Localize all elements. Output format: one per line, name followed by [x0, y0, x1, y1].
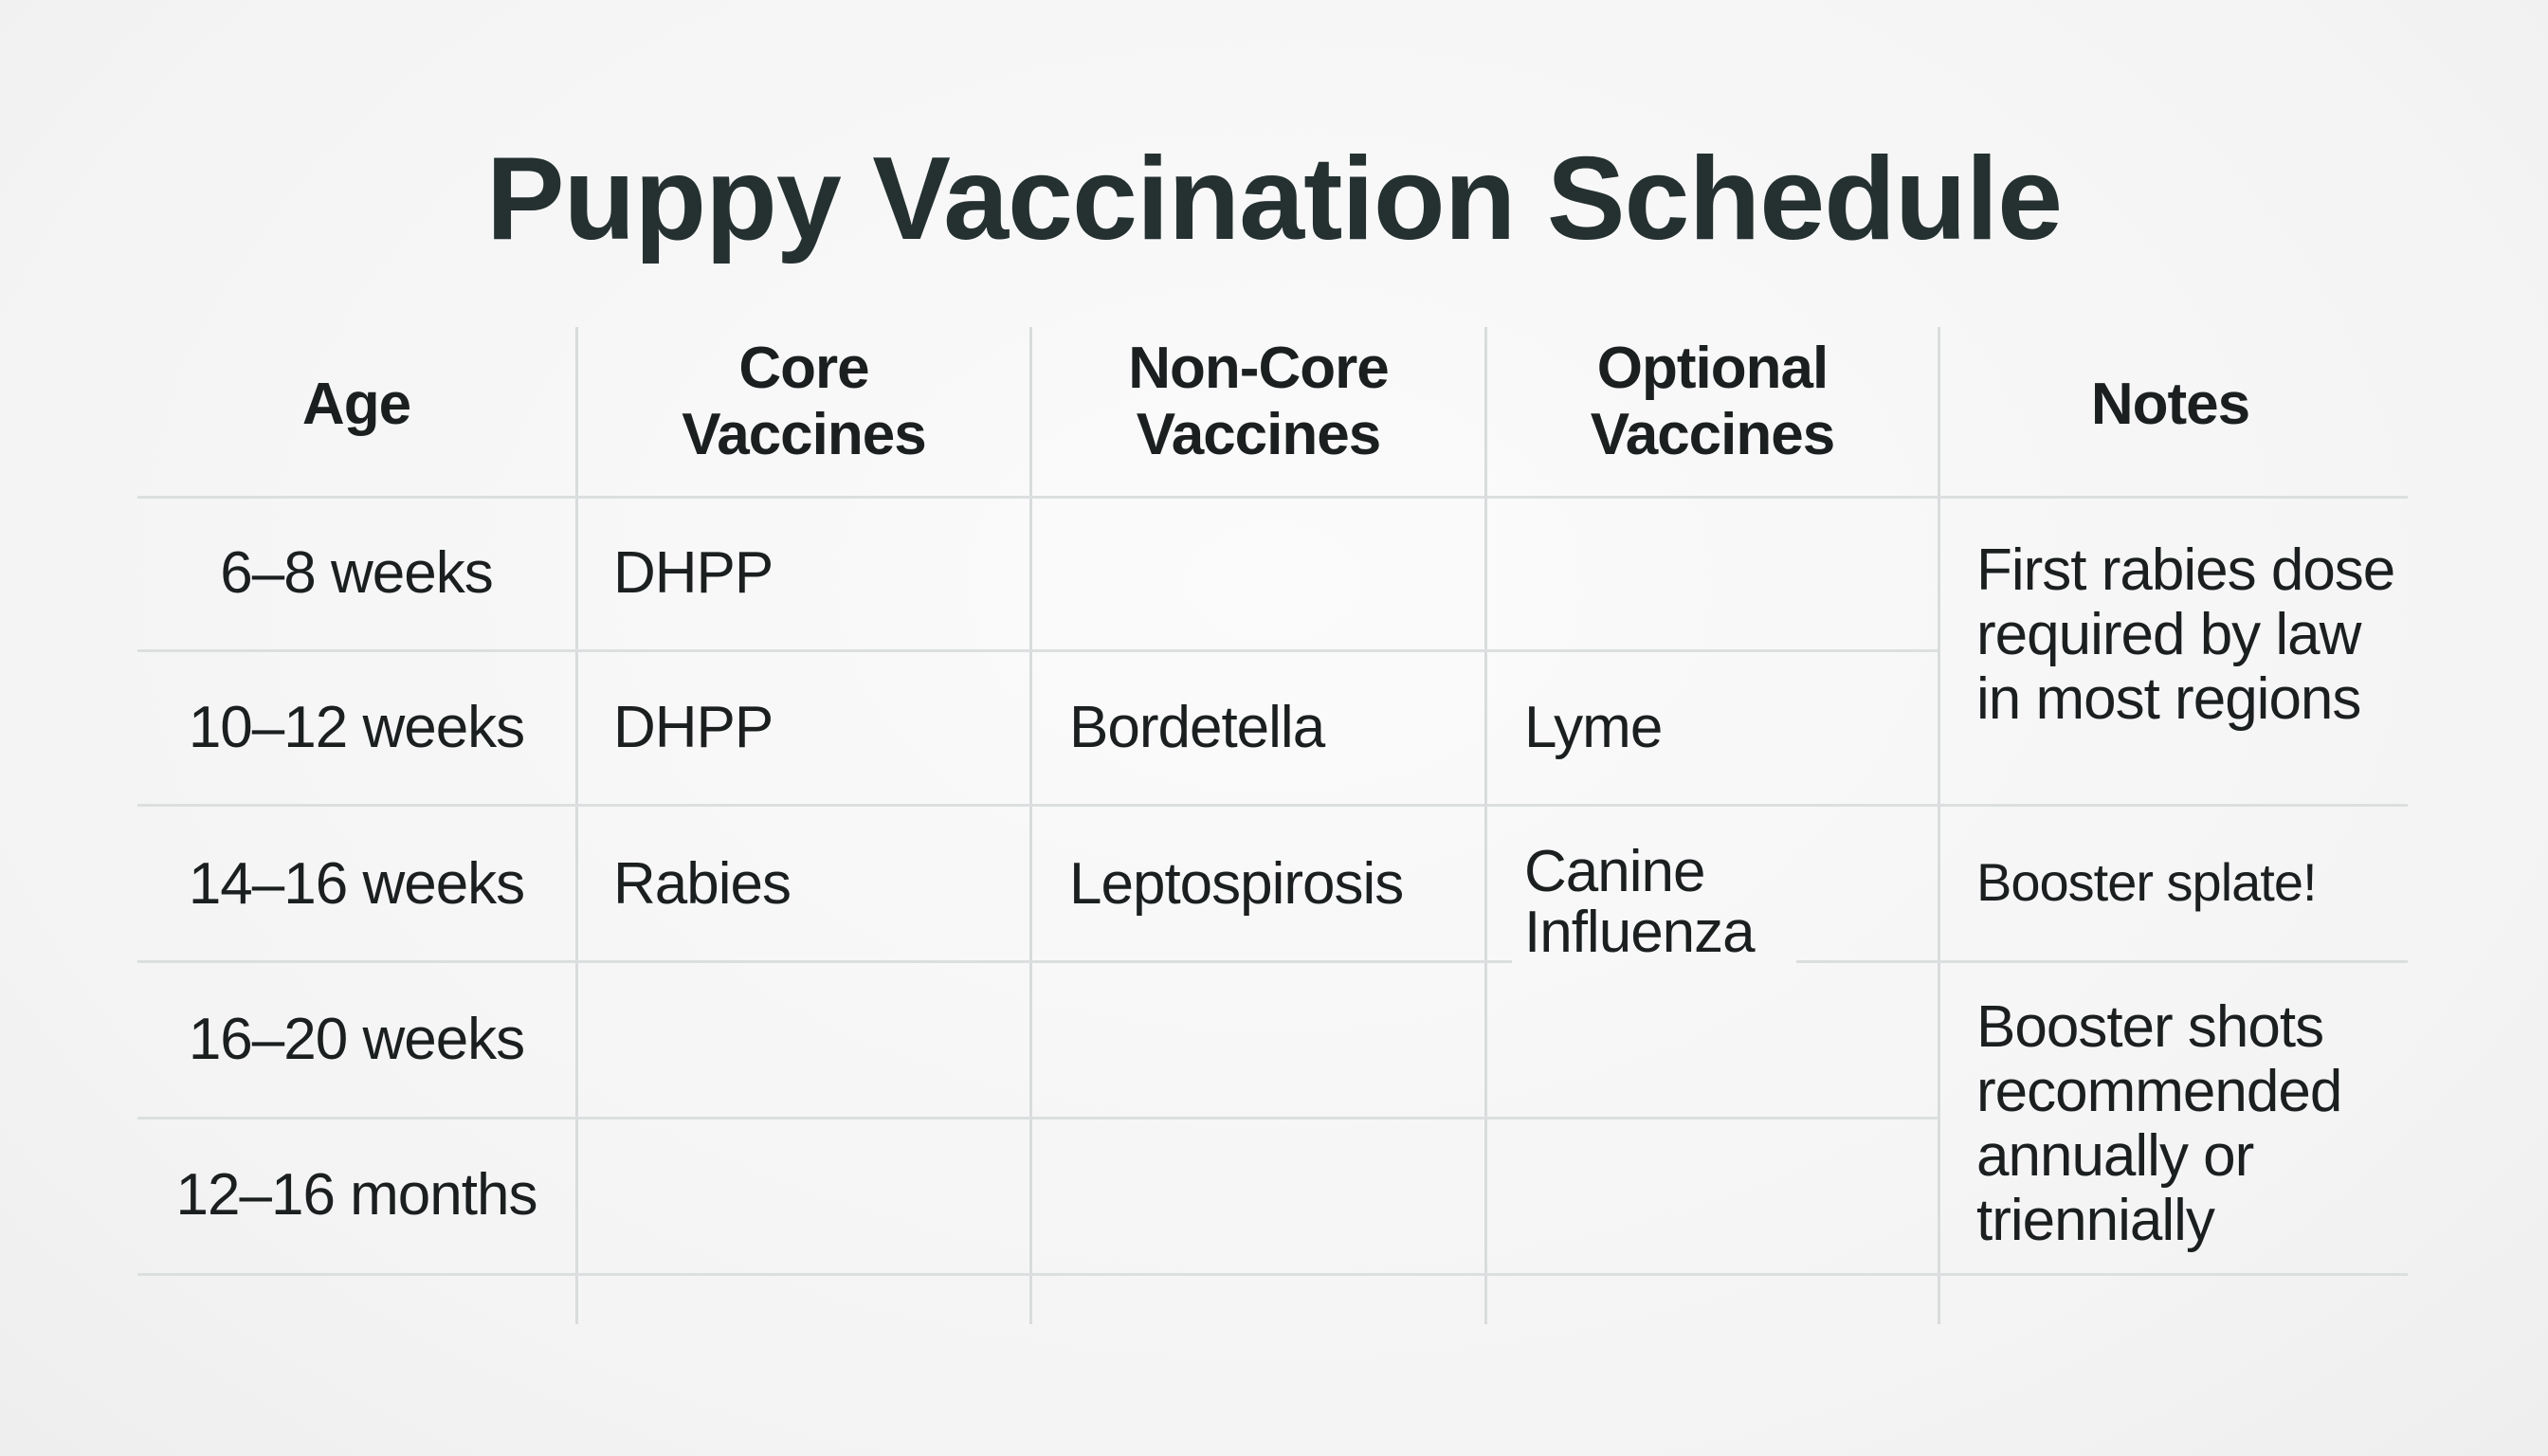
- header-notes: Notes: [2090, 372, 2250, 437]
- column-divider: [1938, 327, 1940, 1324]
- row3-core: Rabies: [613, 851, 791, 917]
- header-core-line2: Vaccines: [682, 402, 926, 467]
- note-booster-line4: triennially: [1976, 1188, 2214, 1253]
- header-noncore-line2: Vaccines: [1136, 402, 1381, 467]
- row3-age: 14–16 weeks: [188, 851, 525, 917]
- row-divider: [137, 1273, 2408, 1276]
- header-core-vaccines: [578, 336, 1029, 468]
- row1-age: 6–8 weeks: [220, 540, 493, 606]
- row2-optional: Lyme: [1524, 695, 1663, 760]
- column-divider: [575, 327, 578, 1324]
- row3-optional: [1524, 839, 1755, 965]
- note-rabies-line1: First rabies dose: [1976, 537, 2395, 603]
- row2-age: 10–12 weeks: [188, 695, 525, 760]
- row3-optional-line1: Canine: [1524, 839, 1705, 904]
- row3-optional-line2: Influenza: [1524, 900, 1755, 965]
- row4-age: 16–20 weeks: [188, 1007, 525, 1072]
- header-optional-vaccines: [1487, 336, 1938, 468]
- column-divider: [1484, 327, 1487, 1324]
- row3-noncore: Leptospirosis: [1069, 851, 1404, 917]
- note-booster-shots: [1976, 995, 2341, 1253]
- header-optional-line2: Vaccines: [1590, 402, 1835, 467]
- row-divider: [137, 804, 2408, 807]
- note-booster-splate: Booster splate!: [1976, 852, 2317, 912]
- header-divider: [137, 496, 2408, 499]
- row2-core: DHPP: [613, 695, 774, 760]
- header-optional-line1: Optional: [1596, 336, 1829, 401]
- note-booster-line3: annually or: [1976, 1123, 2254, 1189]
- header-noncore-line1: Non-Core: [1128, 336, 1389, 401]
- header-core-line1: Core: [738, 336, 869, 401]
- column-divider: [1029, 327, 1032, 1324]
- page-title: Puppy Vaccination Schedule: [485, 134, 2063, 264]
- note-booster-line1: Booster shots: [1976, 994, 2324, 1060]
- row1-core: DHPP: [613, 540, 774, 606]
- row-divider: [137, 1117, 1938, 1119]
- row2-noncore: Bordetella: [1069, 695, 1325, 760]
- header-noncore-vaccines: [1032, 336, 1484, 468]
- row5-age: 12–16 months: [175, 1162, 537, 1228]
- note-booster-line2: recommended: [1976, 1059, 2342, 1124]
- note-rabies-line2: required by law: [1976, 602, 2361, 667]
- header-age: Age: [301, 372, 411, 437]
- note-rabies: [1976, 538, 2394, 732]
- row-divider: [1796, 960, 2408, 963]
- note-rabies-line3: in most regions: [1976, 666, 2361, 732]
- row-divider: [137, 649, 1938, 652]
- row-divider: [137, 960, 1512, 963]
